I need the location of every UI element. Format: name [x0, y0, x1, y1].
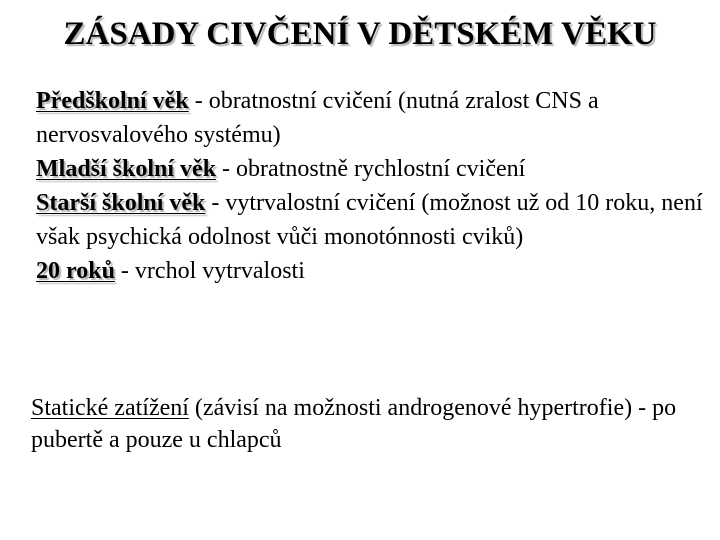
item-separator: -	[205, 190, 226, 216]
item-separator: -	[188, 88, 209, 114]
item-term: Předškolní věk	[36, 88, 189, 114]
list-item	[36, 186, 706, 254]
static-note-text: (závisí na možnosti androgenové hypertrofie) - po pubertě a pouze u chlapců	[31, 395, 677, 453]
list-item	[36, 254, 706, 288]
age-guidelines-list	[36, 84, 706, 288]
item-term: Mladší školní věk	[36, 156, 217, 182]
slide-title: ZÁSADY CIVČENÍ V DĚTSKÉM VĚKU	[63, 16, 657, 52]
list-item	[36, 152, 706, 186]
item-text: obratnostně rychlostní cvičení	[236, 156, 526, 182]
static-load-note	[31, 392, 691, 456]
item-separator: -	[216, 156, 237, 182]
item-text: vytrvalostní cvičení (možnost už od 10 roku, není však psychická odolnost vůči monotónnosti cviků)	[36, 190, 703, 250]
item-term: Starší školní věk	[36, 190, 206, 216]
list-item	[36, 84, 706, 152]
item-text: vrchol vytrvalosti	[134, 258, 305, 284]
static-note-paragraph	[31, 392, 691, 456]
item-term: 20 roků	[36, 258, 115, 284]
static-note-term: Statické zatížení	[31, 395, 189, 421]
item-text: obratnostní cvičení (nutná zralost CNS a nervosvalového systému)	[36, 88, 599, 148]
item-separator: -	[114, 258, 135, 284]
